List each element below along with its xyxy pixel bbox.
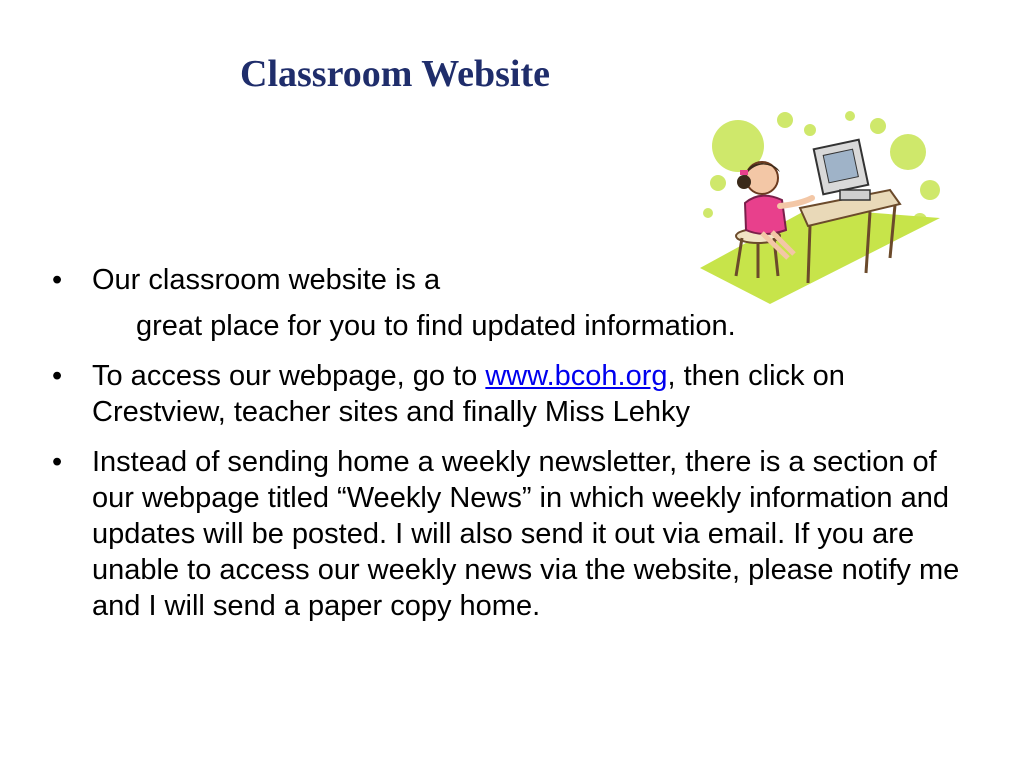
bullet-dot-icon: • xyxy=(52,360,63,392)
bullet-1-line-1: Our classroom website is a xyxy=(92,264,441,296)
bullet-item-3 xyxy=(52,444,972,624)
bullet-2-text-after: , then click on Crestview, teacher sites and finally Miss Lehky xyxy=(92,360,845,428)
bullet-item-2 xyxy=(52,358,972,430)
bullet-dot-icon: • xyxy=(52,446,63,478)
bullet-2-text-before: To access our webpage, go to xyxy=(92,360,486,392)
bullet-list xyxy=(52,262,972,638)
bcoh-website-link[interactable]: www.bcoh.org xyxy=(485,360,668,392)
slide-title: Classroom Website xyxy=(240,53,550,95)
bullet-item-1 xyxy=(52,262,972,344)
bullet-dot-icon: • xyxy=(52,264,63,296)
bullet-3-text: Instead of sending home a weekly newsletter, there is a section of our webpage titled “Weekly News” in which weekly information and updates will be posted. I will also send it out via email. If you are unable to access our weekly news via the website, please notify me and I will send a paper copy home. xyxy=(92,446,960,622)
bullet-1-line-2: great place for you to find updated information. xyxy=(136,310,736,342)
